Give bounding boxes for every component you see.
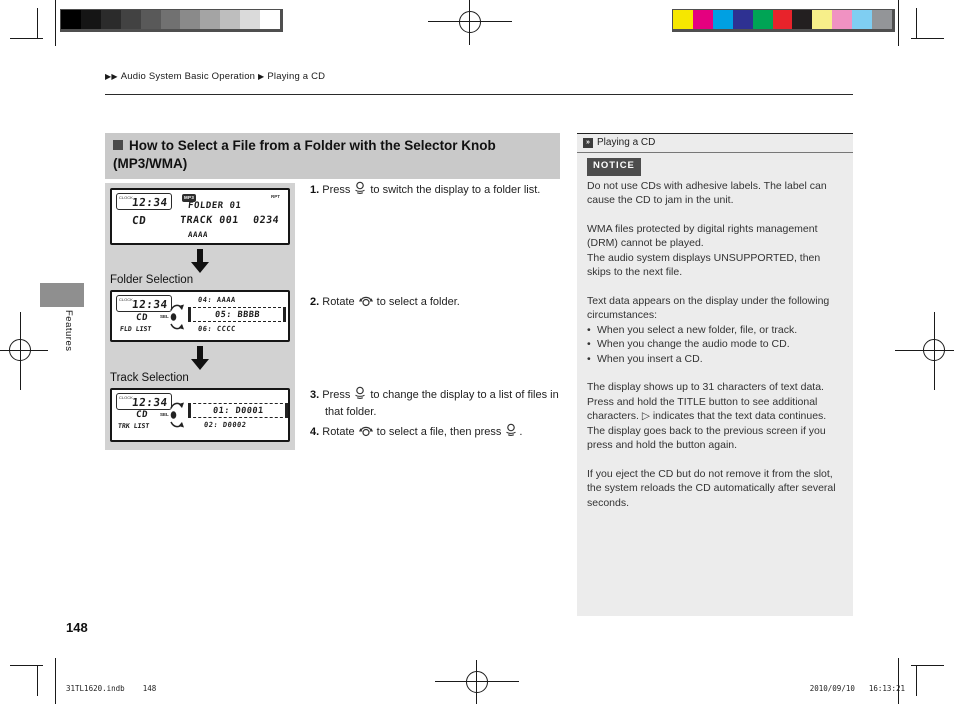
registration-mark bbox=[469, 0, 470, 45]
grayscale-calibration-bar bbox=[60, 9, 283, 32]
registration-mark bbox=[20, 312, 21, 390]
footer-file-info bbox=[66, 684, 156, 693]
calibration-swatch bbox=[61, 10, 81, 29]
step-text: Press bbox=[322, 389, 351, 401]
breadcrumb-separator-icon: ▶ bbox=[258, 72, 265, 81]
calibration-swatch bbox=[872, 10, 892, 29]
breadcrumb-page: Playing a CD bbox=[267, 71, 326, 82]
notice-badge: NOTICE bbox=[587, 158, 641, 176]
sidebar-body bbox=[587, 158, 843, 524]
step-number: 3. bbox=[310, 389, 320, 401]
sel-knob-label: SEL bbox=[160, 412, 169, 417]
knob-press-icon bbox=[353, 386, 367, 405]
trim-mark bbox=[10, 665, 43, 666]
clock-label: CLOCK bbox=[119, 395, 133, 400]
page-number: 148 bbox=[66, 620, 88, 635]
step-text: to select a folder. bbox=[376, 296, 460, 308]
clock-display bbox=[116, 193, 172, 210]
calibration-swatch bbox=[161, 10, 181, 29]
folder-line: FOLDER 01 bbox=[187, 201, 242, 211]
footer-file-page: 148 bbox=[142, 684, 157, 693]
list-item-below: 02: D0002 bbox=[203, 421, 247, 429]
sidebar-header bbox=[583, 137, 655, 148]
repeat-indicator: RPT bbox=[271, 194, 280, 199]
step-number: 2. bbox=[310, 296, 320, 308]
trim-mark bbox=[55, 0, 56, 46]
step-number: 4. bbox=[310, 426, 320, 438]
mode-indicator: CD bbox=[131, 214, 147, 227]
audio-display-folder-list bbox=[110, 290, 290, 342]
down-arrow-icon bbox=[191, 249, 209, 273]
display-flow-panel bbox=[105, 183, 295, 450]
breadcrumb-arrows-icon: ▶▶ bbox=[105, 72, 118, 81]
knob-press-icon bbox=[353, 181, 367, 200]
trim-mark bbox=[37, 665, 38, 696]
step-3 bbox=[310, 386, 578, 420]
bullet-item: • When you change the audio mode to CD. bbox=[587, 337, 843, 352]
calibration-swatch bbox=[220, 10, 240, 29]
elapsed-time: 0234 bbox=[252, 215, 280, 226]
list-mode-label: TRK LIST bbox=[117, 422, 150, 430]
step-text: to switch the display to a folder list. bbox=[370, 184, 541, 196]
trim-mark bbox=[916, 8, 917, 39]
list-item-below: 06: CCCC bbox=[197, 325, 237, 333]
knob-press-icon bbox=[504, 423, 518, 442]
registration-mark-icon bbox=[459, 11, 481, 33]
step-number: 1. bbox=[310, 184, 320, 196]
calibration-swatch bbox=[81, 10, 101, 29]
trim-mark bbox=[10, 38, 43, 39]
calibration-swatch bbox=[753, 10, 773, 29]
sidebar-header-rule bbox=[577, 152, 853, 153]
section-title-text: How to Select a File from a Folder with the Selector Knob (MP3/WMA) bbox=[113, 138, 496, 171]
trim-mark bbox=[911, 38, 944, 39]
trim-mark bbox=[911, 665, 944, 666]
file-name-line: AAAA bbox=[187, 230, 209, 239]
track-selection-label: Track Selection bbox=[110, 372, 189, 384]
calibration-swatch bbox=[240, 10, 260, 29]
step-text: to change the display to a list of files in that folder. bbox=[325, 389, 559, 418]
trim-mark bbox=[55, 658, 56, 704]
calibration-swatch bbox=[812, 10, 832, 29]
calibration-swatch bbox=[180, 10, 200, 29]
header-rule bbox=[105, 94, 853, 95]
features-tab-label: Features bbox=[63, 310, 74, 352]
features-edge-tab bbox=[40, 283, 84, 307]
list-mode-label: FLD LIST bbox=[119, 325, 152, 333]
sidebar-bullet-list bbox=[587, 323, 843, 367]
calibration-swatch bbox=[673, 10, 693, 29]
trim-mark bbox=[916, 665, 917, 696]
folder-selection-label: Folder Selection bbox=[110, 274, 194, 286]
clock-label: CLOCK bbox=[119, 297, 133, 302]
footer-time: 16:13:21 bbox=[868, 684, 905, 693]
bullet-item: • When you insert a CD. bbox=[587, 352, 843, 367]
footer-date: 2010/09/10 bbox=[809, 684, 855, 693]
step-text: Rotate bbox=[322, 426, 355, 438]
knob-rotate-icon bbox=[358, 423, 374, 442]
trim-mark bbox=[898, 0, 899, 46]
sel-knob-label: SEL bbox=[160, 314, 169, 319]
calibration-swatch bbox=[200, 10, 220, 29]
step-4 bbox=[310, 423, 578, 442]
calibration-swatch bbox=[733, 10, 753, 29]
registration-mark-icon bbox=[466, 671, 488, 693]
registration-mark bbox=[0, 350, 48, 351]
track-line: TRACK 001 bbox=[179, 215, 240, 226]
sidebar-paragraph: WMA files protected by digital rights management (DRM) cannot be played. bbox=[587, 222, 818, 249]
mode-indicator: CD bbox=[135, 410, 149, 420]
clock-time: 12:34 bbox=[131, 298, 169, 311]
audio-display-now-playing bbox=[110, 188, 290, 245]
breadcrumb bbox=[105, 71, 325, 82]
selector-knob-icon bbox=[168, 400, 184, 430]
reference-sidebar bbox=[577, 133, 853, 616]
knob-rotate-icon bbox=[358, 293, 374, 312]
registration-mark bbox=[934, 312, 935, 390]
down-arrow-icon bbox=[191, 346, 209, 370]
square-bullet-icon bbox=[113, 140, 123, 150]
sidebar-paragraph: Text data appears on the display under the following circumstances: bbox=[587, 294, 830, 321]
bullet-item: • When you select a new folder, file, or track. bbox=[587, 323, 843, 338]
calibration-swatch bbox=[792, 10, 812, 29]
color-calibration-bar bbox=[672, 9, 895, 32]
trim-mark bbox=[37, 8, 38, 39]
registration-mark bbox=[435, 681, 519, 682]
step-text: Press bbox=[322, 184, 351, 196]
calibration-swatch bbox=[832, 10, 852, 29]
mp3-badge: MP3 bbox=[184, 195, 195, 200]
clock-time: 12:34 bbox=[131, 196, 169, 209]
calibration-swatch bbox=[121, 10, 141, 29]
sidebar-paragraph: The display shows up to 31 characters of text data. Press and hold the TITLE button to see additional characters. ▷ indicates that the text data continues. The display goes back to the previous screen if you press and hold the button again. bbox=[587, 381, 827, 451]
clock-time: 12:34 bbox=[131, 396, 169, 409]
calibration-swatch bbox=[141, 10, 161, 29]
clock-display bbox=[116, 393, 172, 410]
calibration-swatch bbox=[101, 10, 121, 29]
registration-mark bbox=[428, 21, 512, 22]
registration-mark bbox=[476, 660, 477, 704]
clock-display bbox=[116, 295, 172, 312]
mode-indicator: CD bbox=[135, 313, 149, 323]
calibration-swatch bbox=[713, 10, 733, 29]
selector-knob-icon bbox=[168, 302, 184, 332]
step-1 bbox=[310, 181, 578, 200]
selected-list-item: 01: D0001 bbox=[188, 403, 288, 418]
step-text: Rotate bbox=[322, 296, 355, 308]
audio-display-track-list bbox=[110, 388, 290, 442]
step-text: to select a file, then press bbox=[376, 426, 502, 438]
calibration-swatch bbox=[693, 10, 713, 29]
list-item-above: 04: AAAA bbox=[197, 296, 237, 304]
clock-label: CLOCK bbox=[119, 195, 133, 200]
step-2 bbox=[310, 293, 578, 312]
step-text: . bbox=[519, 426, 523, 438]
trim-mark bbox=[898, 658, 899, 704]
footer-file-name: 31TL1620.indb bbox=[66, 684, 125, 693]
calibration-swatch bbox=[260, 10, 280, 29]
registration-mark bbox=[895, 350, 954, 351]
section-title bbox=[105, 133, 560, 179]
selected-list-item: 05: BBBB bbox=[188, 307, 286, 322]
sidebar-paragraph: If you eject the CD but do not remove it from the slot, the system reloads the CD automatically after several seconds. bbox=[587, 467, 836, 509]
page-link-icon: » bbox=[583, 138, 593, 148]
sidebar-paragraph: The audio system displays UNSUPPORTED, then skips to the next file. bbox=[587, 251, 821, 278]
notice-paragraph: Do not use CDs with adhesive labels. The label can cause the CD to jam in the unit. bbox=[587, 179, 827, 206]
breadcrumb-section: Audio System Basic Operation bbox=[120, 71, 256, 82]
calibration-swatch bbox=[773, 10, 793, 29]
footer-timestamp bbox=[810, 684, 905, 693]
sidebar-header-label: Playing a CD bbox=[597, 137, 656, 148]
calibration-swatch bbox=[852, 10, 872, 29]
